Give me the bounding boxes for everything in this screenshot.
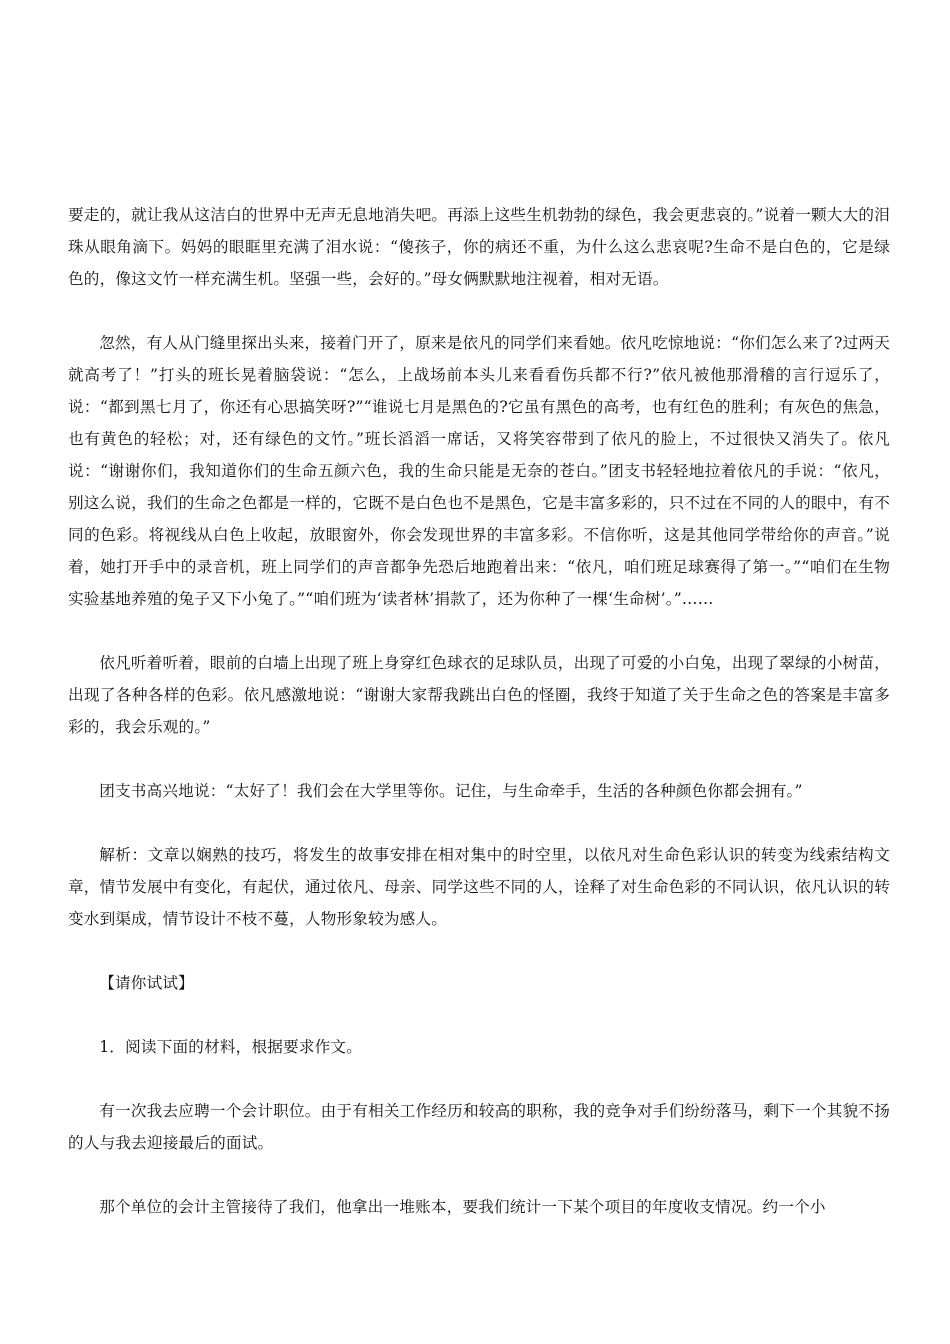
paragraph-gap — [68, 743, 890, 775]
material-paragraph-2: 那个单位的会计主管接待了我们，他拿出一堆账本，要我们统计一下某个项目的年度收支情况。约一个小 — [99, 1198, 826, 1216]
paragraph-gap — [68, 1159, 890, 1191]
paragraph-2: 忽然，有人从门缝里探出头来，接着门开了，原来是依凡的同学们来看她。依凡吃惊地说：“你们怎么来了?过两天就高考了！”打头的班长晃着脑袋说：“怎么，上战场前本头儿来看看伤兵都不行?”依凡被他那滑稽的言行逗乐了，说：“都到黑七月了，你还有心思搞笑呀?”“谁说七月是黑色的?它虽有黑色的高考，也有红色的胜利；有灰色的焦急，也有黄色的轻松；对，还有绿色的文竹。”班长滔滔一席话，又将笑容带到了依凡的脸上，不过很快又消失了。依凡说：“谢谢你们，我知道你们的生命五颜六色，我的生命只能是无奈的苍白。”团支书轻轻地拉着依凡的手说：“依凡，别这么说，我们的生命之色都是一样的，它既不是白色也不是黑色，它是丰富多彩的，只不过在不同的人的眼中，有不同的色彩。将视线从白色上收起，放眼窗外，你会发现世界的丰富多彩。不信你听，这是其他同学带给你的声音。”说着，她打开手中的录音机，班上同学们的声音都争先恐后地跑着出来：“依凡，咱们班足球赛得了第一。”“咱们在生物实验基地养殖的兔子又下小兔了。”“咱们班为‘读者林’捐款了，还为你种了一棵‘生命树’。”…… — [68, 334, 890, 608]
paragraph-gap — [68, 615, 890, 647]
question-prompt: 1．阅读下面的材料，根据要求作文。 — [99, 1038, 363, 1056]
paragraph-4: 团支书高兴地说：“太好了！我们会在大学里等你。记住，与生命牵手，生活的各种颜色你都会拥有。” — [99, 782, 803, 800]
material-paragraph-1: 有一次我去应聘一个会计职位。由于有相关工作经历和较高的职称，我的竞争对手们纷纷落马，剩下一个其貌不扬的人与我去迎接最后的面试。 — [68, 1102, 890, 1152]
paragraph-gap — [68, 807, 890, 839]
paragraph-1: 要走的，就让我从这洁白的世界中无声无息地消失吧。再添上这些生机勃勃的绿色，我会更悲哀的。”说着一颗大大的泪珠从眼角滴下。妈妈的眼眶里充满了泪水说：“傻孩子，你的病还不重，为什么这么悲哀呢?生命不是白色的，它是绿色的，像这文竹一样充满生机。坚强一些，会好的。”母女俩默默地注视着，相对无语。 — [68, 206, 890, 288]
paragraph-gap — [68, 295, 890, 327]
section-heading: 【请你试试】 — [99, 974, 194, 992]
document-body — [68, 199, 890, 1223]
paragraph-gap — [68, 1063, 890, 1095]
paragraph-gap — [68, 935, 890, 967]
paragraph-3: 依凡听着听着，眼前的白墙上出现了班上身穿红色球衣的足球队员，出现了可爱的小白兔，出现了翠绿的小树苗，出现了各种各样的色彩。依凡感激地说：“谢谢大家帮我跳出白色的怪圈，我终于知道了关于生命之色的答案是丰富多彩的，我会乐观的。” — [68, 654, 890, 736]
paragraph-gap — [68, 999, 890, 1031]
analysis-paragraph: 解析：文章以娴熟的技巧，将发生的故事安排在相对集中的时空里，以依凡对生命色彩认识的转变为线索结构文章，情节发展中有变化，有起伏，通过依凡、母亲、同学这些不同的人，诠释了对生命色彩的不同认识，依凡认识的转变水到渠成，情节设计不枝不蔓，人物形象较为感人。 — [68, 846, 890, 928]
